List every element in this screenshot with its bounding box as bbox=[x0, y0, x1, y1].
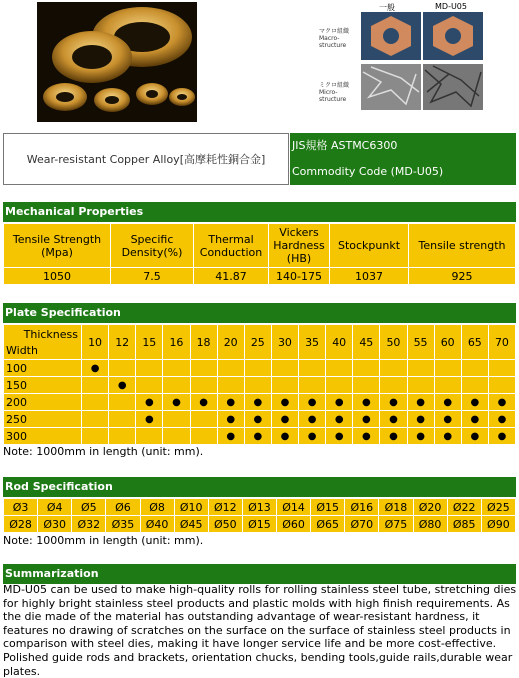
summarization-title: Summarization bbox=[3, 564, 516, 584]
plate-empty-cell bbox=[461, 377, 488, 394]
plate-empty-cell bbox=[163, 428, 190, 445]
rod-diameter-cell: Ø35 bbox=[106, 516, 140, 533]
plate-empty-cell bbox=[82, 394, 109, 411]
rod-diameter-cell: Ø60 bbox=[277, 516, 311, 533]
plate-row bbox=[4, 394, 516, 411]
plate-thickness-header: 35 bbox=[299, 325, 326, 360]
plate-row bbox=[4, 377, 516, 394]
plate-empty-cell bbox=[109, 394, 136, 411]
plate-thickness-header: 40 bbox=[326, 325, 353, 360]
plate-thickness-header: 50 bbox=[380, 325, 407, 360]
plate-note: Note: 1000mm in length (unit: mm). bbox=[3, 445, 204, 458]
rod-diameter-cell: Ø6 bbox=[106, 499, 140, 516]
plate-thickness-header: 18 bbox=[190, 325, 217, 360]
mech-header-cell: Stockpunkt bbox=[330, 224, 409, 268]
plate-available-mark: ● bbox=[326, 394, 353, 411]
plate-empty-cell bbox=[163, 411, 190, 428]
plate-empty-cell bbox=[136, 428, 163, 445]
rod-diameter-cell: Ø4 bbox=[38, 499, 72, 516]
rod-diameter-cell: Ø80 bbox=[413, 516, 447, 533]
rod-diameter-cell: Ø12 bbox=[208, 499, 242, 516]
plate-row bbox=[4, 360, 516, 377]
rod-diameter-cell: Ø5 bbox=[72, 499, 106, 516]
product-spec-panel bbox=[290, 133, 516, 185]
plate-empty-cell bbox=[82, 411, 109, 428]
mech-header-cell: Specific Density(%) bbox=[111, 224, 194, 268]
plate-available-mark: ● bbox=[326, 411, 353, 428]
plate-empty-cell bbox=[244, 360, 271, 377]
plate-available-mark: ● bbox=[109, 377, 136, 394]
plate-available-mark: ● bbox=[163, 394, 190, 411]
plate-available-mark: ● bbox=[271, 394, 298, 411]
plate-empty-cell bbox=[244, 377, 271, 394]
plate-width-cell: 200 bbox=[4, 394, 82, 411]
rod-diameter-cell: Ø16 bbox=[345, 499, 379, 516]
plate-available-mark: ● bbox=[136, 411, 163, 428]
macro-structure-label: マクロ組織 Macro-structure bbox=[319, 28, 350, 49]
plate-width-cell: 100 bbox=[4, 360, 82, 377]
plate-thickness-header: 70 bbox=[488, 325, 515, 360]
plate-empty-cell bbox=[488, 377, 515, 394]
plate-thickness-header: 45 bbox=[353, 325, 380, 360]
plate-available-mark: ● bbox=[299, 428, 326, 445]
plate-available-mark: ● bbox=[461, 411, 488, 428]
plate-available-mark: ● bbox=[407, 411, 434, 428]
rod-diameter-cell: Ø18 bbox=[379, 499, 413, 516]
plate-specification-table bbox=[3, 324, 516, 445]
plate-available-mark: ● bbox=[82, 360, 109, 377]
plate-thickness-header: 12 bbox=[109, 325, 136, 360]
rod-diameter-cell: Ø85 bbox=[447, 516, 481, 533]
mech-value-cell: 140-175 bbox=[269, 268, 330, 285]
rod-diameter-cell: Ø3 bbox=[4, 499, 38, 516]
plate-empty-cell bbox=[271, 377, 298, 394]
plate-available-mark: ● bbox=[271, 428, 298, 445]
plate-available-mark: ● bbox=[326, 428, 353, 445]
plate-width-cell: 300 bbox=[4, 428, 82, 445]
rod-diameter-cell: Ø30 bbox=[38, 516, 72, 533]
plate-available-mark: ● bbox=[244, 394, 271, 411]
rod-diameter-cell: Ø40 bbox=[140, 516, 174, 533]
plate-thickness-header: 10 bbox=[82, 325, 109, 360]
rod-diameter-cell: Ø75 bbox=[379, 516, 413, 533]
plate-empty-cell bbox=[434, 360, 461, 377]
product-photo bbox=[37, 2, 197, 122]
plate-empty-cell bbox=[434, 377, 461, 394]
rod-diameter-cell: Ø22 bbox=[447, 499, 481, 516]
plate-available-mark: ● bbox=[136, 394, 163, 411]
product-title: Wear-resistant Copper Alloy[高摩耗性銅合金] bbox=[3, 133, 289, 185]
plate-empty-cell bbox=[163, 360, 190, 377]
plate-available-mark: ● bbox=[353, 411, 380, 428]
rod-diameter-cell: Ø15 bbox=[311, 499, 345, 516]
plate-available-mark: ● bbox=[353, 428, 380, 445]
rod-diameter-cell: Ø32 bbox=[72, 516, 106, 533]
plate-width-cell: 150 bbox=[4, 377, 82, 394]
rod-diameter-cell: Ø25 bbox=[481, 499, 515, 516]
plate-empty-cell bbox=[326, 360, 353, 377]
plate-row bbox=[4, 411, 516, 428]
plate-thickness-header: 65 bbox=[461, 325, 488, 360]
rod-note: Note: 1000mm in length (unit: mm). bbox=[3, 534, 204, 547]
micro-structure-graphic bbox=[361, 12, 485, 112]
plate-empty-cell bbox=[380, 360, 407, 377]
rod-diameter-cell: Ø14 bbox=[277, 499, 311, 516]
plate-empty-cell bbox=[109, 360, 136, 377]
plate-available-mark: ● bbox=[488, 428, 515, 445]
plate-empty-cell bbox=[136, 360, 163, 377]
rod-diameter-cell: Ø8 bbox=[140, 499, 174, 516]
width-label: Width bbox=[6, 344, 38, 357]
mechanical-properties-title: Mechanical Properties bbox=[3, 202, 516, 222]
rod-diameter-cell: Ø70 bbox=[345, 516, 379, 533]
plate-width-cell: 250 bbox=[4, 411, 82, 428]
plate-available-mark: ● bbox=[407, 394, 434, 411]
micro-label-mdu05: MD-U05 bbox=[435, 2, 467, 11]
plate-available-mark: ● bbox=[434, 411, 461, 428]
plate-available-mark: ● bbox=[488, 411, 515, 428]
plate-empty-cell bbox=[190, 411, 217, 428]
rod-specification-title: Rod Specification bbox=[3, 477, 516, 497]
plate-empty-cell bbox=[380, 377, 407, 394]
plate-empty-cell bbox=[190, 360, 217, 377]
jis-spec: JIS規格 ASTMC6300 bbox=[292, 139, 398, 152]
plate-available-mark: ● bbox=[271, 411, 298, 428]
plate-empty-cell bbox=[163, 377, 190, 394]
plate-empty-cell bbox=[136, 377, 163, 394]
rod-diameter-cell: Ø10 bbox=[174, 499, 208, 516]
rod-diameter-cell: Ø20 bbox=[413, 499, 447, 516]
mechanical-properties-table bbox=[3, 223, 516, 285]
plate-empty-cell bbox=[326, 377, 353, 394]
plate-empty-cell bbox=[190, 428, 217, 445]
plate-available-mark: ● bbox=[299, 394, 326, 411]
plate-thickness-header: 30 bbox=[271, 325, 298, 360]
rod-diameter-cell: Ø45 bbox=[174, 516, 208, 533]
plate-thickness-header: 55 bbox=[407, 325, 434, 360]
plate-empty-cell bbox=[217, 360, 244, 377]
rod-diameter-cell: Ø50 bbox=[208, 516, 242, 533]
plate-available-mark: ● bbox=[461, 394, 488, 411]
plate-available-mark: ● bbox=[488, 394, 515, 411]
plate-available-mark: ● bbox=[217, 394, 244, 411]
plate-available-mark: ● bbox=[353, 394, 380, 411]
plate-corner-cell bbox=[4, 325, 82, 360]
commodity-code: Commodity Code (MD-U05) bbox=[292, 165, 444, 178]
product-header bbox=[3, 133, 515, 185]
mech-value-cell: 1050 bbox=[4, 268, 111, 285]
plate-thickness-header: 60 bbox=[434, 325, 461, 360]
plate-empty-cell bbox=[271, 360, 298, 377]
plate-specification-title: Plate Specification bbox=[3, 303, 516, 323]
plate-empty-cell bbox=[407, 377, 434, 394]
plate-empty-cell bbox=[488, 360, 515, 377]
rod-diameter-cell: Ø13 bbox=[242, 499, 276, 516]
plate-empty-cell bbox=[109, 411, 136, 428]
plate-thickness-header: 16 bbox=[163, 325, 190, 360]
plate-empty-cell bbox=[190, 377, 217, 394]
plate-empty-cell bbox=[353, 360, 380, 377]
mech-header-cell: Tensile Strength (Mpa) bbox=[4, 224, 111, 268]
plate-available-mark: ● bbox=[217, 411, 244, 428]
plate-available-mark: ● bbox=[217, 428, 244, 445]
micro-label-general: 一般 bbox=[379, 3, 395, 12]
plate-thickness-header: 15 bbox=[136, 325, 163, 360]
summarization-text: MD-U05 can be used to make high-quality rolls for rolling stainless steel tube, stretching dies for highly bright stainless steel products and plastic molds with high finish requirements. As the die made of the material has outstanding advantage of wear-resistant hardness, it features no drawing of scratches on the surface on the surface of stainless steel products in comparison with steel dies, making it have longer service life and be more cost-effective. Polished guide rods and brackets, orientation chucks, bending tools,guide rails,durable wear plates. bbox=[3, 583, 517, 678]
mech-value-cell: 41.87 bbox=[194, 268, 269, 285]
plate-available-mark: ● bbox=[190, 394, 217, 411]
plate-available-mark: ● bbox=[299, 411, 326, 428]
plate-empty-cell bbox=[353, 377, 380, 394]
plate-empty-cell bbox=[82, 428, 109, 445]
plate-available-mark: ● bbox=[380, 411, 407, 428]
mech-value-cell: 7.5 bbox=[111, 268, 194, 285]
microstructure-image bbox=[317, 2, 485, 112]
rod-specification-table bbox=[3, 498, 516, 533]
plate-available-mark: ● bbox=[380, 394, 407, 411]
plate-empty-cell bbox=[461, 360, 488, 377]
plate-empty-cell bbox=[299, 377, 326, 394]
plate-empty-cell bbox=[109, 428, 136, 445]
mech-header-cell: Tensile strength bbox=[409, 224, 516, 268]
rod-diameter-cell: Ø28 bbox=[4, 516, 38, 533]
plate-available-mark: ● bbox=[434, 394, 461, 411]
plate-empty-cell bbox=[217, 377, 244, 394]
rod-diameter-cell: Ø90 bbox=[481, 516, 515, 533]
plate-thickness-header: 20 bbox=[217, 325, 244, 360]
plate-available-mark: ● bbox=[461, 428, 488, 445]
rod-diameter-cell: Ø15 bbox=[242, 516, 276, 533]
plate-empty-cell bbox=[407, 360, 434, 377]
plate-empty-cell bbox=[82, 377, 109, 394]
plate-available-mark: ● bbox=[407, 428, 434, 445]
plate-available-mark: ● bbox=[244, 411, 271, 428]
plate-available-mark: ● bbox=[434, 428, 461, 445]
plate-available-mark: ● bbox=[244, 428, 271, 445]
micro-structure-label: ミクロ組織 Micro-structure bbox=[319, 82, 350, 103]
mech-header-cell: Thermal Conduction bbox=[194, 224, 269, 268]
mech-value-cell: 1037 bbox=[330, 268, 409, 285]
rod-diameter-cell: Ø65 bbox=[311, 516, 345, 533]
mech-value-cell: 925 bbox=[409, 268, 516, 285]
thickness-label: Thickness bbox=[23, 328, 78, 341]
plate-empty-cell bbox=[299, 360, 326, 377]
mech-header-cell: Vickers Hardness (HB) bbox=[269, 224, 330, 268]
plate-available-mark: ● bbox=[380, 428, 407, 445]
plate-thickness-header: 25 bbox=[244, 325, 271, 360]
plate-row bbox=[4, 428, 516, 445]
